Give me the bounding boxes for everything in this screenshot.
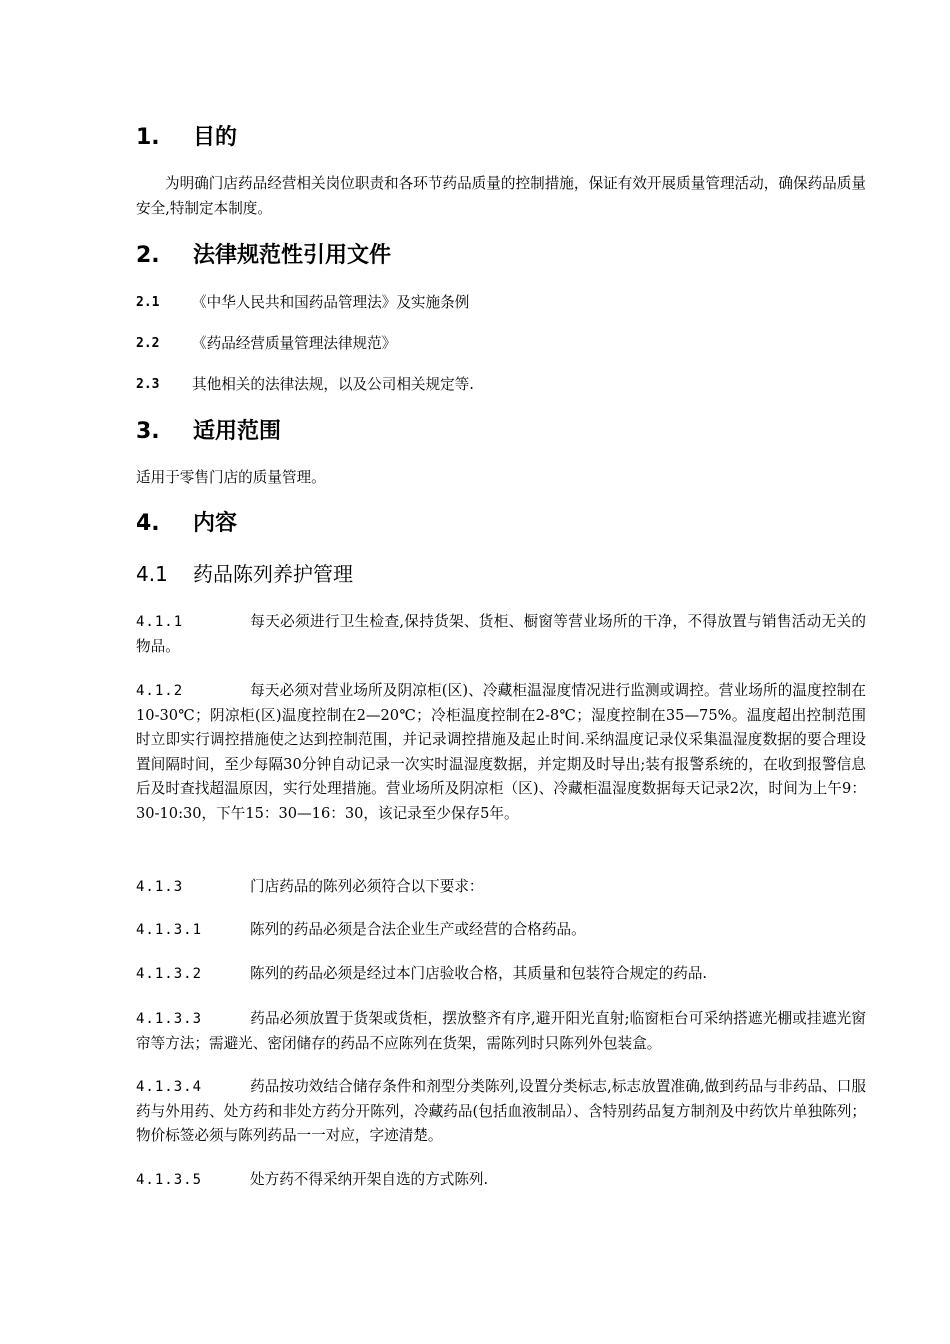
clause-item: [136, 1168, 866, 1193]
purpose-paragraph: 为明确门店药品经营相关岗位职责和各环节药品质量的控制措施，保证有效开展质量管理活动，确保药品质量安全,特制定本制度。: [136, 175, 866, 217]
reference-number: 2.2: [136, 336, 160, 351]
reference-number: 2.3: [136, 377, 160, 392]
clause-number: 4.1.3: [136, 879, 184, 895]
clause-text: 每天必须对营业场所及阴凉柜(区)、冷藏柜温湿度情况进行监测或调控。营业场所的温度控制在10-30℃；阴凉柜(区)温度控制在2—20℃；冷柜温度控制在2-8℃；湿度控制在35—75%。温度超出控制范围时立即实行调控措施使之达到控制范围，并记录调控措施及起止时间.采纳温度记录仪采集温湿度数据的要合理设置间隔时间，至少每隔30分钟自动记录一次实时温湿度数据，并定期及时导出;装有报警系统的，在收到报警信息后及时查找超温原因，实行处理措施。营业场所及阴凉柜（区)、冷藏柜温湿度数据每天记录2次，时间为上午9：30-10:30，下午15：30—16：30，该记录至少保存5年。: [136, 682, 866, 822]
clause-item: [136, 918, 866, 943]
clause-text: 陈列的药品必须是经过本门店验收合格，其质量和包装符合规定的药品.: [250, 965, 708, 982]
section-number: 4.: [136, 511, 160, 536]
subsection-number: 4.1: [136, 562, 168, 586]
clause-text: 每天必须进行卫生检查,保持货架、货柜、橱窗等营业场所的干净，不得放置与销售活动无关的物品。: [136, 613, 866, 655]
reference-text: 《药品经营质量管理法律规范》: [192, 335, 397, 352]
clause-text: 药品按功效结合储存条件和剂型分类陈列,设置分类标志,标志放置准确,做到药品与非药品、口服药与外用药、处方药和非处方药分开陈列，冷藏药品(包括血液制品）、含特别药品复方制剂及中药饮片单独陈列；物价标签必须与陈列药品一一对应，字迹清楚。: [136, 1078, 866, 1144]
clause-item: [136, 962, 866, 987]
section-title: 法律规范性引用文件: [193, 243, 392, 268]
clause-number: 4.1.1: [136, 614, 184, 630]
clause-number: 4.1.3.2: [136, 966, 203, 982]
clause-number: 4.1.3.3: [136, 1011, 203, 1027]
clause-text: 门店药品的陈列必须符合以下要求：: [250, 878, 484, 895]
scope-paragraph: 适用于零售门店的质量管理。: [136, 469, 326, 486]
section-title: 内容: [193, 511, 238, 536]
clause-item: [136, 610, 866, 659]
reference-text: 其他相关的法律法规，以及公司相关规定等.: [192, 376, 474, 393]
clause-text: 药品必须放置于货架或货柜，摆放整齐有序,避开阳光直射;临窗柜台可采纳搭遮光棚或挂遮光窗帘等方法；需避光、密闭储存的药品不应陈列在货架，需陈列时只陈列外包装盒。: [136, 1010, 866, 1052]
clause-item: [136, 1007, 866, 1056]
clause-item: [136, 1075, 866, 1149]
section-number: 2.: [136, 243, 160, 268]
clause-item: [136, 875, 866, 900]
reference-text: 《中华人民共和国药品管理法》及实施条例: [192, 294, 470, 311]
section-title: 目的: [193, 125, 238, 150]
clause-number: 4.1.3.5: [136, 1172, 203, 1188]
section-title: 适用范围: [193, 419, 282, 444]
reference-number: 2.1: [136, 295, 160, 310]
clause-item: [136, 679, 866, 826]
clause-text: 陈列的药品必须是合法企业生产或经营的合格药品。: [250, 921, 586, 938]
clause-number: 4.1.2: [136, 683, 184, 699]
subsection-title: 药品陈列养护管理: [193, 562, 353, 586]
section-number: 1.: [136, 125, 160, 150]
clause-number: 4.1.3.1: [136, 922, 203, 938]
section-number: 3.: [136, 419, 160, 444]
clause-text: 处方药不得采纳开架自选的方式陈列.: [250, 1171, 489, 1188]
clause-number: 4.1.3.4: [136, 1079, 203, 1095]
